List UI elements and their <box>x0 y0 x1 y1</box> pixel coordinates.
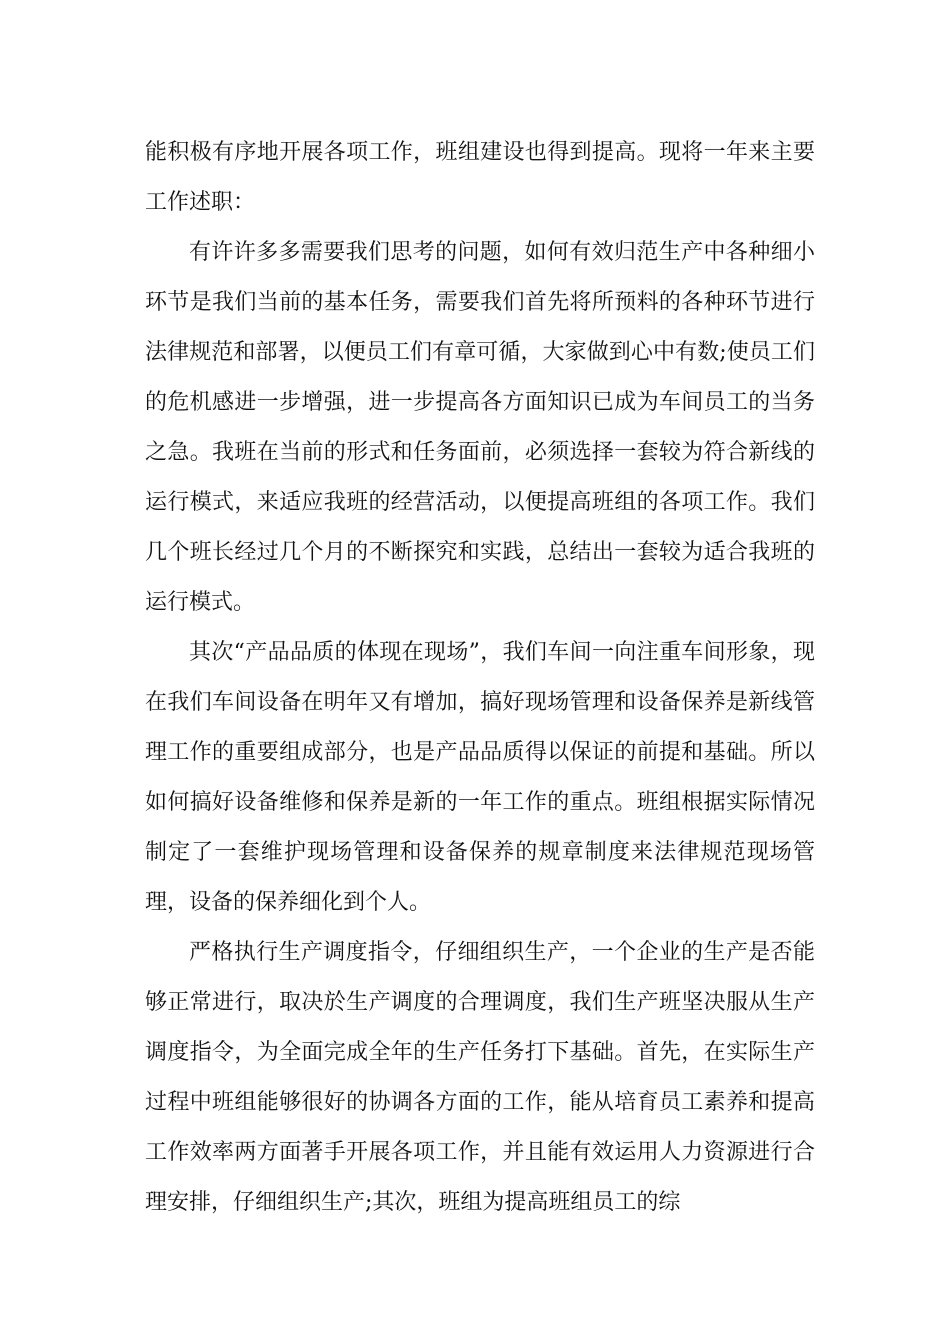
document-body <box>145 128 815 1228</box>
paragraph-3: 其次“产品品质的体现在现场”，我们车间一向注重车间形象，现在我们车间设备在明年又有增加，搞好现场管理和设备保养是新线管理工作的重要组成部分，也是产品品质得以保证的前提和基础。所以如何搞好设备维修和保养是新的一年工作的重点。班组根据实际情况制定了一套维护现场管理和设备保养的规章制度来法律规范现场管理，设备的保养细化到个人。 <box>145 640 815 915</box>
paragraph-4: 严格执行生产调度指令，仔细组织生产，一个企业的生产是否能够正常进行，取决於生产调度的合理调度，我们生产班坚决服从生产调度指令，为全面完成全年的生产任务打下基础。首先，在实际生产过程中班组能够很好的协调各方面的工作，能从培育员工素养和提高工作效率两方面著手开展各项工作，并且能有效运用人力资源进行合理安排，仔细组织生产;其次，班组为提高班组员工的综 <box>145 940 815 1215</box>
paragraph-1: 能积极有序地开展各项工作，班组建设也得到提高。现将一年来主要工作述职： <box>145 140 815 215</box>
paragraph-2: 有许许多多需要我们思考的问题，如何有效归范生产中各种细小环节是我们当前的基本任务，需要我们首先将所预料的各种环节进行法律规范和部署，以便员工们有章可循，大家做到心中有数;使员工们的危机感进一步增强，进一步提高各方面知识已成为车间员工的当务之急。我班在当前的形式和任务面前，必须选择一套较为符合新线的运行模式，来适应我班的经营活动，以便提高班组的各项工作。我们几个班长经过几个月的不断探究和实践，总结出一套较为适合我班的运行模式。 <box>145 240 815 615</box>
